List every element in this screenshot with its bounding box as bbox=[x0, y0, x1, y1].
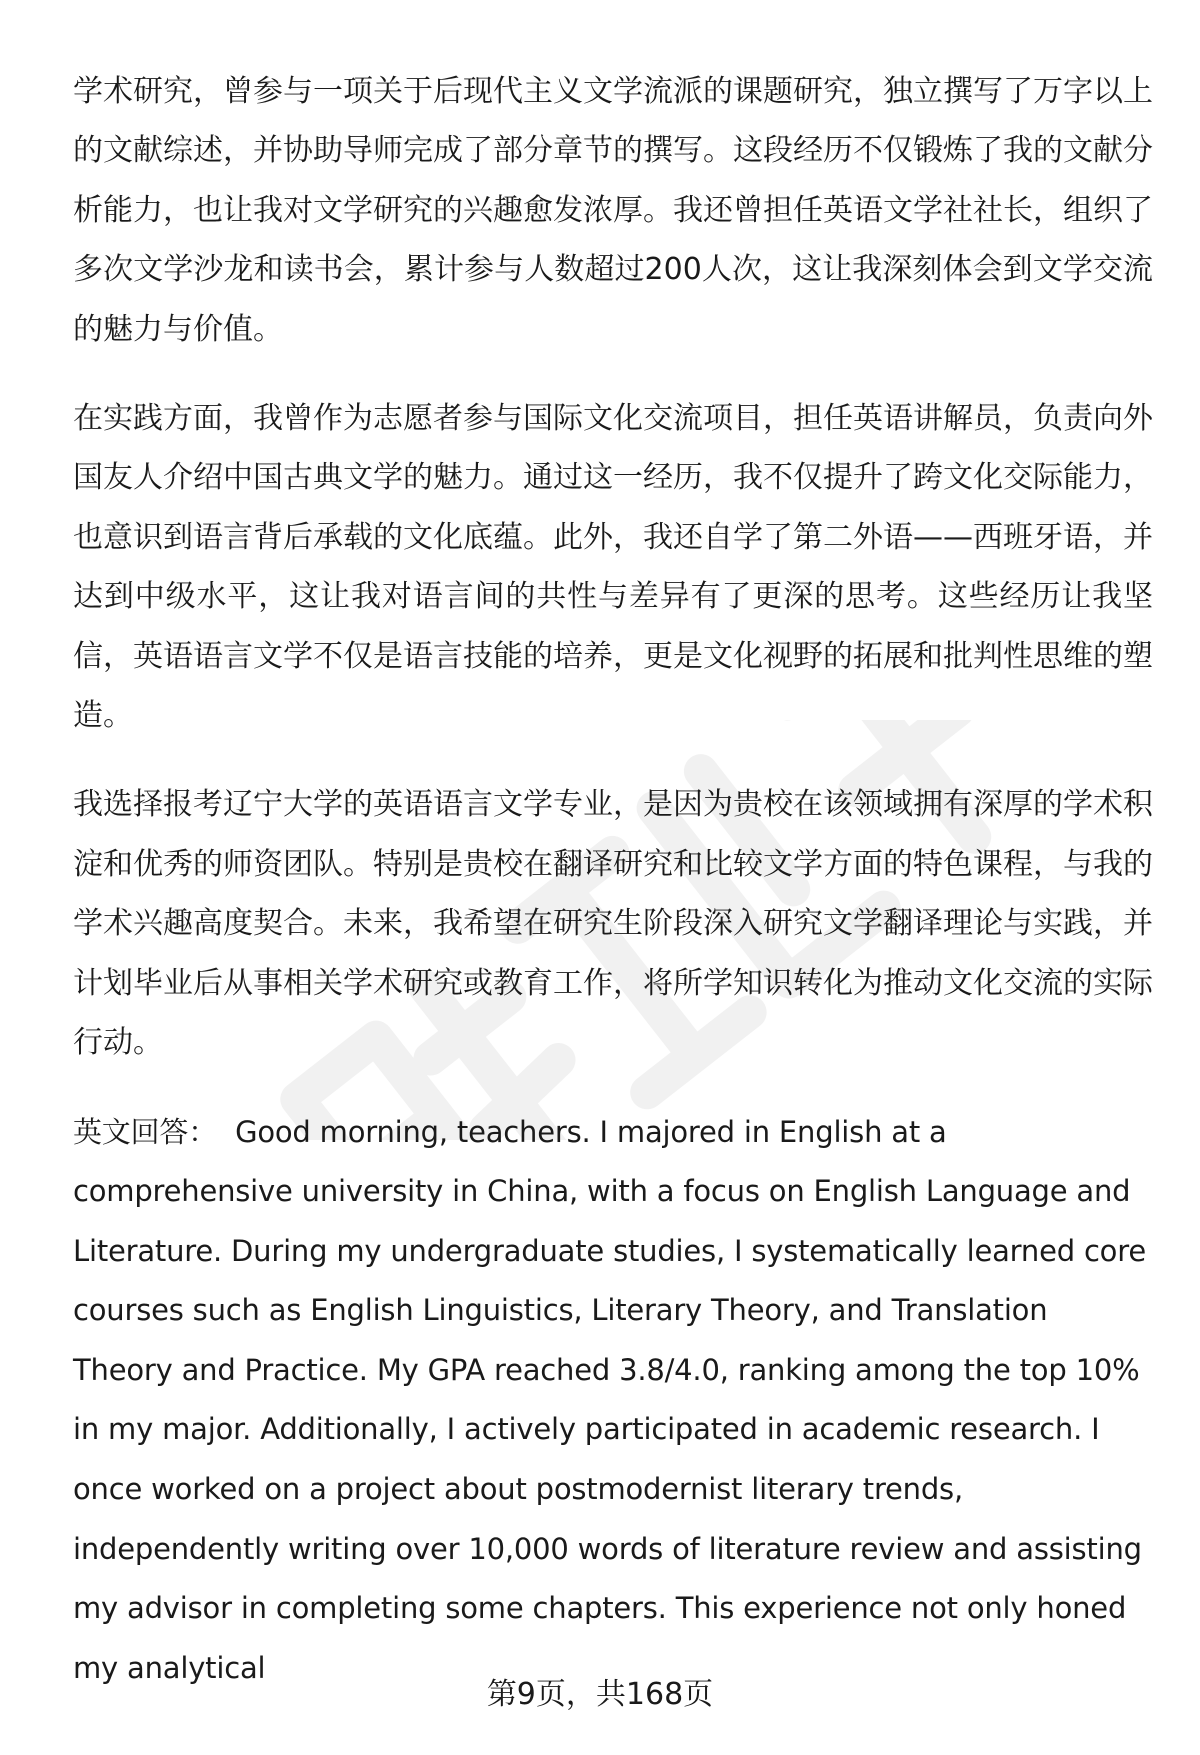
english-answer-text: Good morning, teachers. I majored in English at a comprehensive university in China, with a focus on English Language and Literature. During my undergraduate studies, I systematically learned core courses such as English Linguistics, Literary Theory, and Translation Theory and Practice. My GPA reached 3.8/4.0, ranking among the top 10% in my major. Additionally, I actively participated in academic research. I once worked on a project about postmodernist literary trends, independently writing over 10,000 words of literature review and assisting my advisor in completing some chapters. This experience not only honed my analytical bbox=[73, 1114, 1146, 1685]
english-answer-spacer bbox=[217, 1115, 235, 1149]
document-body bbox=[73, 62, 1153, 1698]
paragraph-motivation: 我选择报考辽宁大学的英语语言文学专业，是因为贵校在该领域拥有深厚的学术积淀和优秀的师资团队。特别是贵校在翻译研究和比较文学方面的特色课程，与我的学术兴趣高度契合。未来，我希望在研究生阶段深入研究文学翻译理论与实践，并计划毕业后从事相关学术研究或教育工作，将所学知识转化为推动文化交流的实际行动。 bbox=[73, 787, 1153, 1061]
paragraph-practice: 在实践方面，我曾作为志愿者参与国际文化交流项目，担任英语讲解员，负责向外国友人介绍中国古典文学的魅力。通过这一经历，我不仅提升了跨文化交际能力，也意识到语言背后承载的文化底蕴。此外，我还自学了第二外语——西班牙语，并达到中级水平，这让我对语言间的共性与差异有了更深的思考。这些经历让我坚信，英语语言文学不仅是语言技能的培养，更是文化视野的拓展和批判性思维的塑造。 bbox=[73, 401, 1153, 734]
english-answer-label: 英文回答： bbox=[73, 1114, 218, 1149]
page-number-footer: 第9页，共168页 bbox=[486, 1677, 714, 1712]
paragraph-english-answer bbox=[73, 1103, 1153, 1699]
paragraph-research: 学术研究，曾参与一项关于后现代主义文学流派的课题研究，独立撰写了万字以上的文献综述，并协助导师完成了部分章节的撰写。这段经历不仅锻炼了我的文献分析能力，也让我对文学研究的兴趣愈发浓厚。我还曾担任英语文学社社长，组织了多次文学沙龙和读书会，累计参与人数超过200人次，这让我深刻体会到文学交流的魅力与价值。 bbox=[73, 74, 1153, 347]
